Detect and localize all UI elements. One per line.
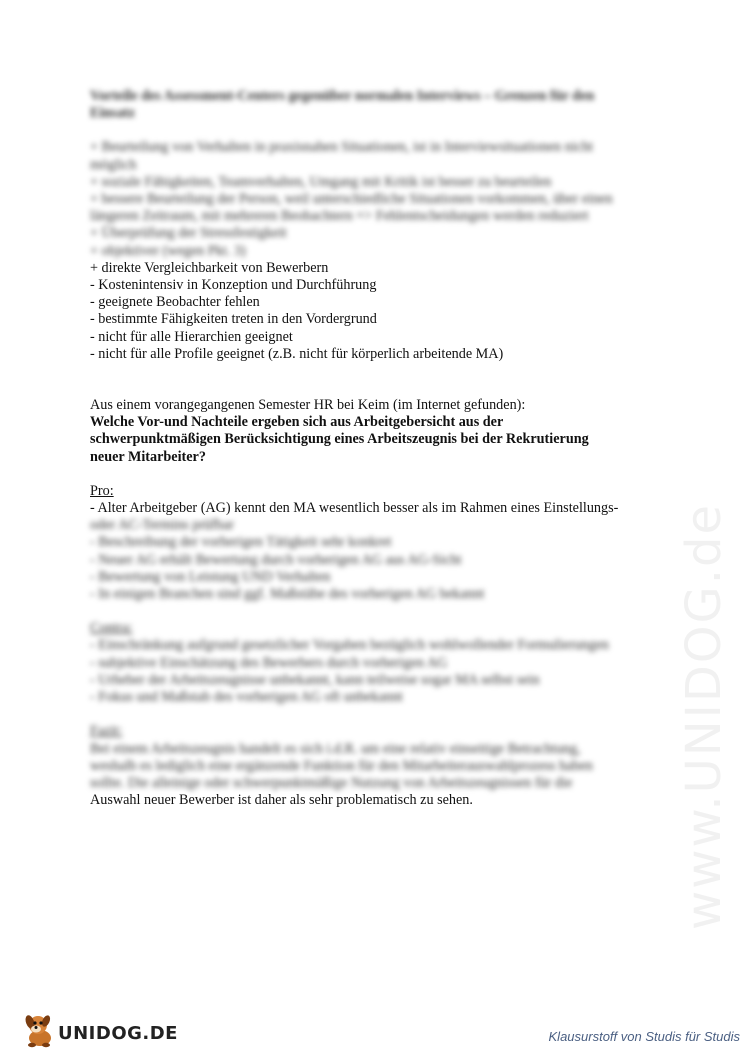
blurred-line: - Urheber der Arbeitszeugnisse unbekannt, kann teilweise sogar MA selbst sein bbox=[90, 671, 540, 688]
pro-heading: Pro: bbox=[90, 482, 114, 499]
section-title-line-2: Einsatz bbox=[90, 105, 135, 122]
blurred-line: - Bewertung von Leistung UND Verhalten bbox=[90, 568, 331, 585]
blurred-line: - Einschränkung aufgrund gesetzlicher Vorgaben bezüglich wohlwollender Formulierungen bbox=[90, 637, 609, 654]
question-line: Welche Vor-und Nachteile ergeben sich aus Arbeitgebersicht aus der bbox=[90, 414, 504, 431]
fazit-heading: Fazit: bbox=[90, 723, 123, 740]
fazit-conclusion: Auswahl neuer Bewerber ist daher als sehr problematisch zu sehen. bbox=[90, 792, 473, 809]
blurred-line: - In einigen Branchen sind ggf. Maßstäbe des vorherigen AG bekannt bbox=[90, 586, 485, 603]
list-item: - Kostenintensiv in Konzeption und Durchführung bbox=[90, 277, 377, 294]
blurred-line: - subjektive Einschätzung des Bewerbers durch vorherigen AG bbox=[90, 654, 448, 671]
blurred-line: - Neuer AG erhält Bewertung durch vorherigen AG aus AG-Sicht bbox=[90, 551, 462, 568]
blurred-line: + Beurteilung von Verhalten in praxisnahen Situationen, ist in Interviewsituationen nicht bbox=[90, 139, 594, 156]
question-line: neuer Mitarbeiter? bbox=[90, 448, 206, 465]
list-item: - geeignete Beobachter fehlen bbox=[90, 294, 260, 311]
watermark: www.UNIDOG.de bbox=[676, 502, 732, 930]
dog-mascot-icon bbox=[22, 1012, 56, 1048]
contra-heading: Contra: bbox=[90, 620, 133, 637]
blurred-line: - Fokus und Maßstab des vorherigen AG oft unbekannt bbox=[90, 689, 403, 706]
logo-text: UNIDOG.DE bbox=[58, 1023, 178, 1044]
question-line: schwerpunktmäßigen Berücksichtigung eines Arbeitszeugnis bei der Rekrutierung bbox=[90, 431, 589, 448]
list-item: + direkte Vergleichbarkeit von Bewerbern bbox=[90, 259, 329, 276]
blurred-line: möglich bbox=[90, 156, 137, 173]
blurred-line: + bessere Beurteilung der Person, weil unterschiedliche Situationen vorkommen, über einen bbox=[90, 191, 613, 208]
document-body bbox=[90, 88, 650, 809]
pro-item: - Alter Arbeitgeber (AG) kennt den MA wesentlich besser als im Rahmen eines Einstellungs- bbox=[90, 500, 619, 517]
blurred-line: oder AC-Termins prüfbar bbox=[90, 517, 234, 534]
list-item: - bestimmte Fähigkeiten treten in den Vordergrund bbox=[90, 311, 377, 328]
unidog-logo[interactable] bbox=[22, 1012, 178, 1048]
blurred-line: weshalb es lediglich eine ergänzende Funktion für den Mitarbeiterauswahlprozess haben bbox=[90, 757, 593, 774]
footer-slogan: Klausurstoff von Studis für Studis bbox=[548, 1029, 740, 1044]
blurred-line: sollte. Die alleinige oder schwerpunktmäßige Nutzung von Arbeitszeugnissen für die bbox=[90, 774, 573, 791]
blurred-line: + objektiver (wegen Pkt. 3) bbox=[90, 242, 246, 259]
section-title-line-1: Vorteile des Assessment-Centers gegenüber normalen Interviews – Grenzen für den bbox=[90, 88, 595, 104]
list-item: - nicht für alle Hierarchien geeignet bbox=[90, 328, 293, 345]
blurred-line: längeren Zeitraum, mit mehreren Beobachtern => Fehlentscheidungen werden reduziert bbox=[90, 208, 589, 225]
blurred-line: - Beschreibung der vorherigen Tätigkeit sehr konkret bbox=[90, 534, 392, 551]
blurred-line: Bei einem Arbeitszeugnis handelt es sich i.d.R. um eine relativ einseitige Betrachtung, bbox=[90, 740, 581, 757]
blurred-line: + Überprüfung der Stressfestigkeit bbox=[90, 225, 287, 242]
list-item: - nicht für alle Profile geeignet (z.B. nicht für körperlich arbeitende MA) bbox=[90, 345, 504, 362]
blurred-line: + soziale Fähigkeiten, Teamverhalten, Umgang mit Kritik ist besser zu beurteilen bbox=[90, 173, 552, 190]
intro-text: Aus einem vorangegangenen Semester HR bei Keim (im Internet gefunden): bbox=[90, 397, 526, 414]
